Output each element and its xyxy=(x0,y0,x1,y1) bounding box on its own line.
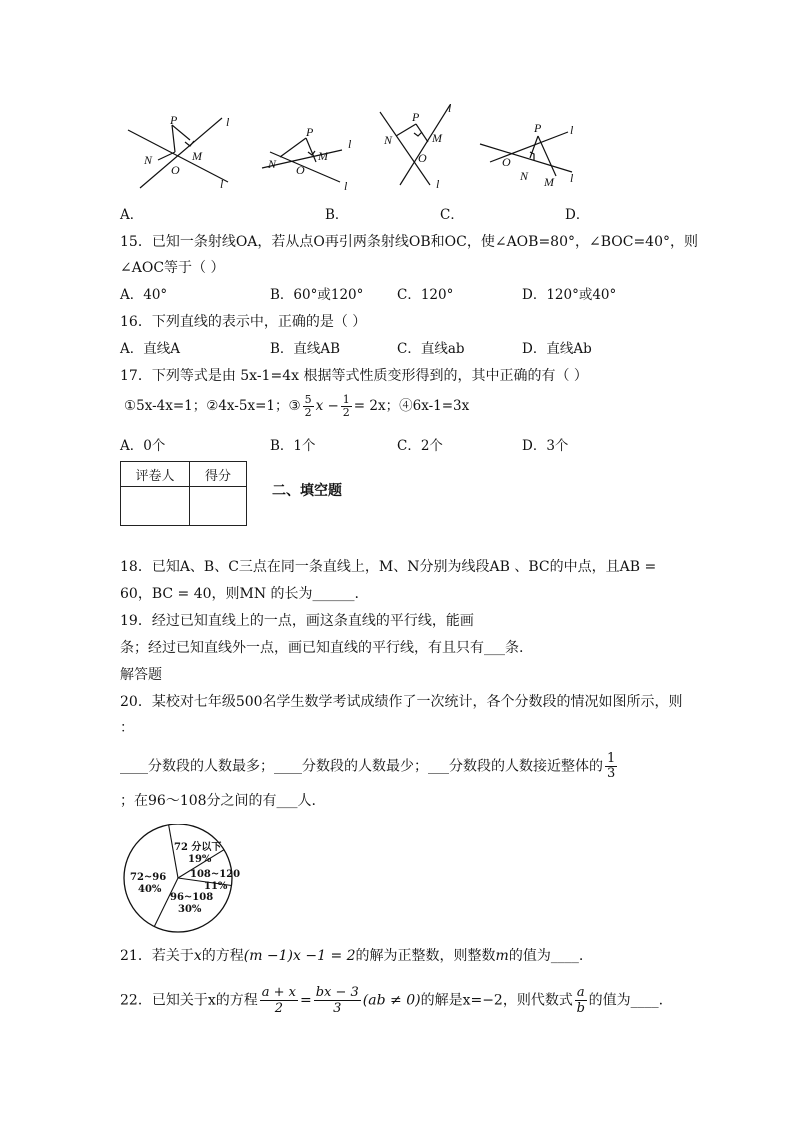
q17-frac-5-2 xyxy=(303,394,314,419)
pie-label-108-120: 108~120 xyxy=(190,869,241,880)
label-n: N xyxy=(144,153,153,167)
q22-frac-right xyxy=(314,985,361,1016)
q17-eq-pre: ①5x-4x=1；②4x-5x=1；③ xyxy=(124,398,301,414)
q21-text xyxy=(120,946,583,966)
q20-line3 xyxy=(120,752,619,781)
q15-option-d: D．120°或40° xyxy=(522,287,617,303)
q15-line1: 15．已知一条射线OA，若从点O再引两条射线OB和OC，使∠AOB=80°，∠BOC=40°，则 xyxy=(120,234,698,250)
q17-option-b: B．1个 xyxy=(270,438,316,454)
q15-option-a: A．40° xyxy=(120,287,168,303)
q22-condition: (ab ≠ 0) xyxy=(362,992,421,1009)
q22-text xyxy=(120,985,663,1016)
q14-option-c: C． xyxy=(440,207,464,223)
frac-den: 2 xyxy=(274,1001,283,1016)
score-pie-chart xyxy=(118,824,248,936)
frac-den: 2 xyxy=(304,406,312,419)
q21-mid1: 的方程 xyxy=(201,948,244,964)
q22-equals: = xyxy=(299,992,312,1009)
q16-option-a: A．直线A xyxy=(120,341,180,357)
label-p-c: P xyxy=(412,110,420,124)
frac-num: bx − 3 xyxy=(315,985,359,1000)
label-m: M xyxy=(192,149,202,163)
q15-line2: ∠AOC等于（ ） xyxy=(120,260,225,276)
label-o-b: O xyxy=(296,163,305,177)
q21-var-m: m xyxy=(495,948,509,964)
q17-text: 17．下列等式是由 5x-1=4x 根据等式性质变形得到的，其中正确的有（ ） xyxy=(120,368,588,384)
q18-line1: 18．已知A、B、C三点在同一条直线上，M、N分别为线段AB 、BC的中点，且AB = xyxy=(120,559,657,575)
grader-cell-reviewer[interactable] xyxy=(121,487,190,526)
label-n-d: N xyxy=(520,169,529,183)
label-l2: l xyxy=(220,177,224,191)
label-l1-c: l xyxy=(448,101,452,115)
q21-mid2: 的解为正整数，则整数 xyxy=(355,948,496,964)
label-m-b: M xyxy=(318,149,328,163)
q20-frac-one-third xyxy=(605,752,617,781)
label-p-d: P xyxy=(534,121,542,135)
q17-eq-post: = 2x；④6x-1=3x xyxy=(353,398,470,414)
label-l1-d: l xyxy=(570,123,574,137)
label-m-d: M xyxy=(544,175,554,189)
q17-eq-mid: x − xyxy=(315,398,339,414)
q22-post: 的值为____. xyxy=(588,992,664,1009)
q17-option-a: A．0个 xyxy=(120,438,166,454)
label-n-c: N xyxy=(384,133,393,147)
q17-option-d: D．3个 xyxy=(522,438,569,454)
grader-cell-score[interactable] xyxy=(190,487,247,526)
pie-label-72-96: 72~96 xyxy=(130,872,167,883)
frac-den: 3 xyxy=(607,766,616,781)
frac-num: 5 xyxy=(304,393,312,406)
figure-a xyxy=(128,118,228,188)
q20-line3-text: ____分数段的人数最多；____分数段的人数最少；___分数段的人数接近整体的 xyxy=(120,758,603,775)
frac-num: a + x xyxy=(261,985,296,1000)
grader-table xyxy=(120,461,247,526)
pie-pct-72-96: 40% xyxy=(138,884,162,895)
q21-var-x: x xyxy=(193,948,202,964)
frac-num: a xyxy=(576,985,585,1000)
q20-line2: ： xyxy=(120,720,134,736)
q22-frac-a-over-b xyxy=(575,985,587,1016)
label-l1: l xyxy=(226,115,230,129)
q17-option-c: C．2个 xyxy=(397,438,443,454)
grader-header-reviewer: 评卷人 xyxy=(121,462,190,487)
q22-pre: 22．已知关于x的方程 xyxy=(120,992,258,1009)
section-title-fill-in: 二、填空题 xyxy=(272,483,342,499)
q16-option-c: C．直线ab xyxy=(397,341,465,357)
q20-line1: 20．某校对七年级500名学生数学考试成绩作了一次统计，各个分数段的情况如图所示，则 xyxy=(120,694,683,710)
pie-pct-96-108: 30% xyxy=(178,904,202,915)
q21-equation: (m −1)x −1 = 2 xyxy=(243,948,356,964)
frac-num: 1 xyxy=(607,751,616,766)
label-o-c: O xyxy=(418,151,427,165)
q15-option-b: B．60°或120° xyxy=(270,287,364,303)
q22-mid: 的解是x=−2，则代数式 xyxy=(420,992,573,1009)
q16-text: 16．下列直线的表示中，正确的是（ ） xyxy=(120,314,367,330)
section-title-answer: 解答题 xyxy=(120,667,162,683)
q20-line4: ；在96～108分之间的有___人. xyxy=(120,793,316,809)
q22-frac-left xyxy=(260,985,298,1016)
label-l2-b: l xyxy=(344,179,348,193)
label-o: O xyxy=(171,163,180,177)
q14-option-a: A． xyxy=(120,207,144,223)
label-o-d: O xyxy=(502,155,511,169)
q17-frac-1-2 xyxy=(341,394,352,419)
q14-option-d: D． xyxy=(565,207,590,223)
pie-label-below-72: 72 分以下 xyxy=(174,842,222,853)
label-n-b: N xyxy=(268,157,277,171)
frac-den: b xyxy=(576,1001,585,1016)
label-p-b: P xyxy=(306,125,314,139)
q16-option-b: B．直线AB xyxy=(270,341,341,357)
frac-den: 3 xyxy=(333,1001,342,1016)
q21-post: 的值为____. xyxy=(508,948,584,964)
label-l2-d: l xyxy=(570,171,574,185)
q15-option-c: C．120° xyxy=(397,287,454,303)
pie-label-96-108: 96~108 xyxy=(170,892,214,903)
q17-equations xyxy=(124,394,469,419)
q18-line2: 60，BC = 40，则MN 的长为______. xyxy=(120,586,360,602)
label-p: P xyxy=(170,113,178,127)
label-l1-b: l xyxy=(348,137,352,151)
pie-pct-below-72: 19% xyxy=(188,854,212,865)
q21-pre: 21．若关于 xyxy=(120,948,194,964)
q19-line1: 19．经过已知直线上的一点，画这条直线的平行线，能画 xyxy=(120,613,474,629)
q16-option-d: D．直线Ab xyxy=(522,341,592,357)
frac-den: 2 xyxy=(342,406,350,419)
grader-header-score: 得分 xyxy=(190,462,247,487)
pie-pct-108-120: 11% xyxy=(204,881,228,892)
label-l2-c: l xyxy=(436,177,440,191)
q14-option-b: B． xyxy=(325,207,349,223)
frac-num: 1 xyxy=(342,393,350,406)
q14-figures xyxy=(110,100,590,200)
q19-line2: 条；经过已知直线外一点，画已知直线的平行线，有且只有___条. xyxy=(120,640,524,656)
label-m-c: M xyxy=(432,131,442,145)
